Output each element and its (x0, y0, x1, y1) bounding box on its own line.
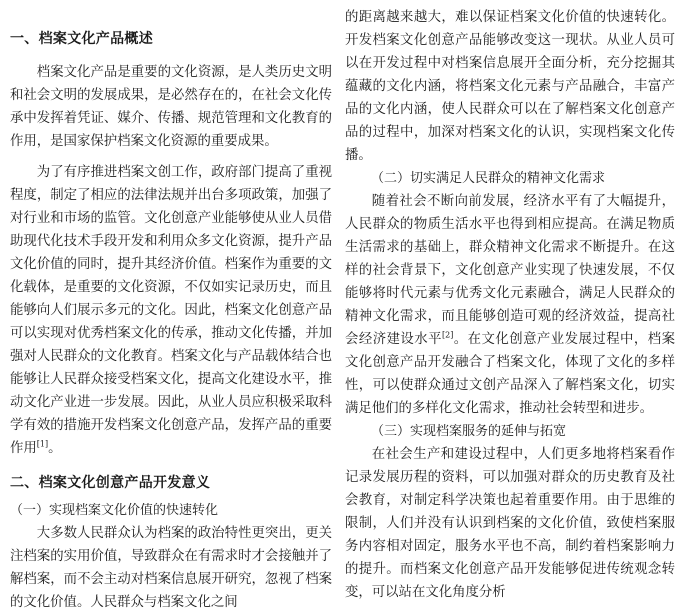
subsection1-paragraph-right: 的距离越来越大，难以保证档案文化价值的快速转化。开发档案文化创意产品能够改变这一现状。从业人员可以在开发过程中对档案信息展开全面分析，充分挖掘其蕴藏的文化内涵，将档案文化元素与产品融合，丰富产品的文化内涵，使人民群众可以在了解档案文化创意产品的过程中，加深对档案文化的认识，实现档案文化传播。 (345, 10, 675, 163)
subsection2-heading: （二）切实满足人民群众的精神文化需求 (371, 171, 606, 186)
subsection1-heading: （一）实现档案文化价值的快速转化 (10, 503, 219, 518)
section1-paragraph-2 (10, 161, 332, 460)
subsection1-paragraph-left: 大多数人民群众认为档案的政治特性更突出，更关注档案的实用价值，导致群众在有需求时才会接触并了解档案，而不会主动对档案信息展开研究，忽视了档案的文化价值。人民群众与档案文化之间 (10, 526, 332, 610)
section1-paragraph-2-text: 为了有序推进档案文创工作，政府部门提高了重视程度，制定了相应的法律法规并出台多项政策，加强了对行业和市场的监管。文化创意产业能够使从业人员借助现代化技术手段开发和利用众多文化资源，提升产品文化价值的同时，提升其经济价值。档案作为重要的文化载体，是重要的文化资源，不仅如实记录历史，而且能够向人们展示多元的文化。因此，档案文化创意产品可以实现对优秀档案文化的传承，推动文化传播，并加强对人民群众的文化教育。档案文化与产品载体结合也能够让人民群众接受档案文化，提高文化建设水平，推动文化产业进一步发展。因此，从业人员应积极采取科学有效的措施开发档案文化创意产品，发挥产品的重要作用 (10, 165, 332, 456)
subsection3-heading: （三）实现档案服务的延伸与拓宽 (371, 424, 567, 439)
subsection3-paragraph: 在社会生产和建设过程中，人们更多地将档案看作记录发展历程的资料，可以加强对群众的历史教育及社会教育，对制定科学决策也起着重要作用。由于思维的限制，人们并没有认识到档案的文化价值，致使档案服务内容相对固定，服务水平也不高，制约着档案影响力的提升。而档案文化创意产品开发能够促进传统观念转变，可以站在文化角度分析 (345, 447, 675, 600)
citation-ref-2: [2] (441, 330, 454, 340)
subsection2-paragraph-text: 随着社会不断向前发展，经济水平有了大幅提升，人民群众的物质生活水平也得到相应提高。在满足物质生活需求的基础上，群众精神文化需求不断提升。在这样的社会背景下，文化创意产业实现了快速发展，不仅能够将时代元素与优秀文化元素融合，满足人民群众的精神文化需求，而且能够创造可观的经济效益，提高社会经济建设水平 (345, 194, 675, 347)
section1-paragraph-1: 档案文化产品是重要的文化资源，是人类历史文明和社会文明的发展成果，是必然存在的，在社会文化传承中发挥着凭证、媒介、传播、规范管理和文化教育的作用，是国家保护档案文化资源的重要成果。 (10, 65, 332, 149)
right-column (345, 6, 675, 604)
section1-paragraph-2-end: 。 (48, 441, 62, 456)
citation-ref-1: [1] (36, 439, 49, 449)
subsection2-paragraph (345, 190, 675, 420)
left-column (10, 28, 332, 614)
section2-heading: 二、档案文化创意产品开发意义 (10, 475, 211, 491)
subsection2-paragraph-tail: 。在文化创意产业发展过程中，档案文化创意产品开发融合了档案文化，体现了文化的多样性，可以使群众通过文创产品深入了解档案文化，切实满足他们的多样化文化需求，推动社会转型和进步。 (345, 332, 676, 416)
section1-heading: 一、档案文化产品概述 (10, 31, 153, 47)
